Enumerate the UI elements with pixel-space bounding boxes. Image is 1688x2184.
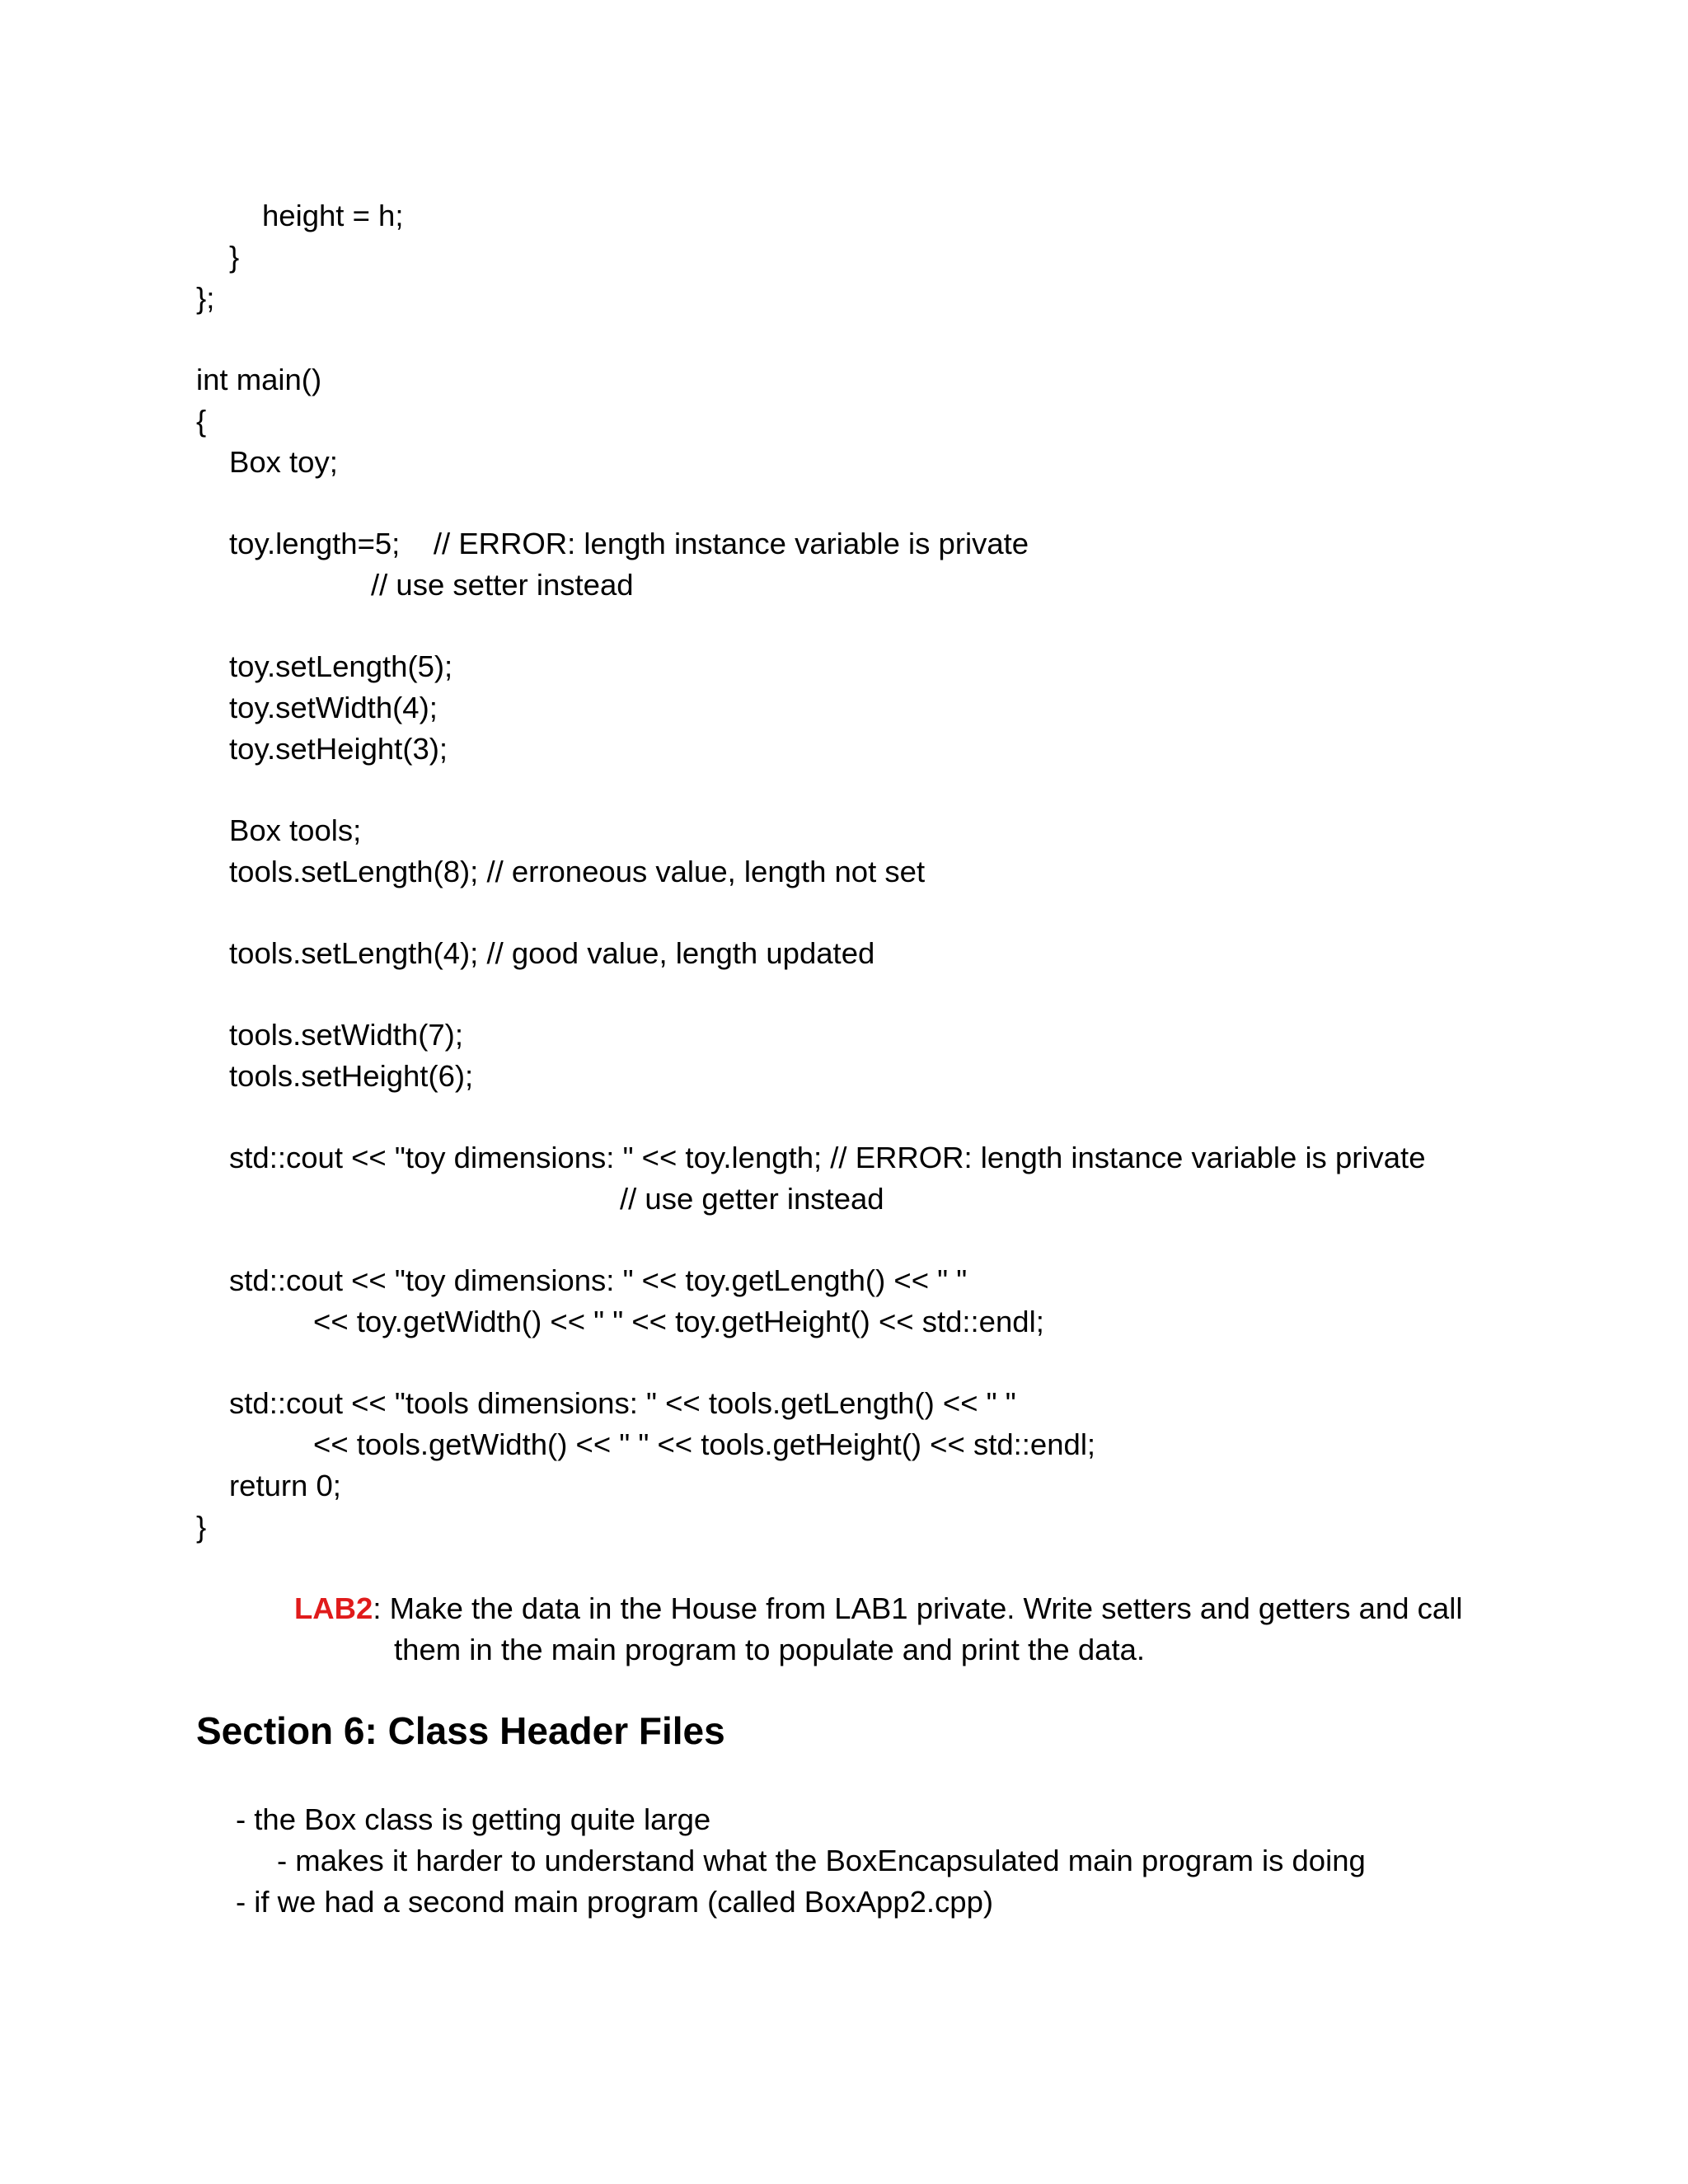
code-line: toy.setHeight(3);	[229, 732, 448, 766]
lab-text: : Make the data in the House from LAB1 private. Write setters and getters and call	[373, 1591, 1463, 1625]
code-line: height = h;	[262, 199, 404, 232]
bullet-item: - the Box class is getting quite large	[236, 1802, 711, 1836]
code-line: Box tools;	[229, 813, 362, 847]
code-line: {	[196, 404, 207, 438]
code-line: toy.length=5; // ERROR: length instance variable is private	[229, 527, 1029, 560]
code-line: std::cout << "tools dimensions: " << tools.getLength() << " "	[229, 1386, 1016, 1420]
code-line: // use getter instead	[620, 1182, 884, 1216]
code-line: << tools.getWidth() << " " << tools.getHeight() << std::endl;	[313, 1427, 1096, 1461]
code-line: };	[196, 281, 215, 315]
code-line: << toy.getWidth() << " " << toy.getHeight() << std::endl;	[313, 1305, 1044, 1338]
code-line: std::cout << "toy dimensions: " << toy.getLength() << " "	[229, 1263, 968, 1297]
code-line: toy.setLength(5);	[229, 649, 453, 683]
code-line: }	[229, 240, 240, 274]
code-line: return 0;	[229, 1469, 341, 1502]
code-line: tools.setLength(4); // good value, length updated	[229, 936, 875, 970]
lab-label: LAB2	[294, 1591, 373, 1625]
bullet-item: - if we had a second main program (called BoxApp2.cpp)	[236, 1885, 994, 1919]
code-line: // use setter instead	[371, 568, 634, 602]
code-line: tools.setLength(8); // erroneous value, length not set	[229, 855, 926, 888]
code-line: tools.setWidth(7);	[229, 1018, 463, 1052]
code-line: Box toy;	[229, 445, 338, 479]
code-line: std::cout << "toy dimensions: " << toy.length; // ERROR: length instance variable is private	[229, 1141, 1426, 1174]
lab-instruction-line-2: them in the main program to populate and print the data.	[394, 1633, 1146, 1666]
code-line: int main()	[196, 363, 322, 396]
code-line: toy.setWidth(4);	[229, 691, 438, 724]
code-line: tools.setHeight(6);	[229, 1059, 474, 1093]
code-line: }	[196, 1510, 207, 1544]
lab-instruction-line-1	[294, 1591, 1462, 1627]
bullet-item: - makes it harder to understand what the BoxEncapsulated main program is doing	[277, 1844, 1366, 1877]
section-title: Section 6: Class Header Files	[196, 1709, 725, 1752]
